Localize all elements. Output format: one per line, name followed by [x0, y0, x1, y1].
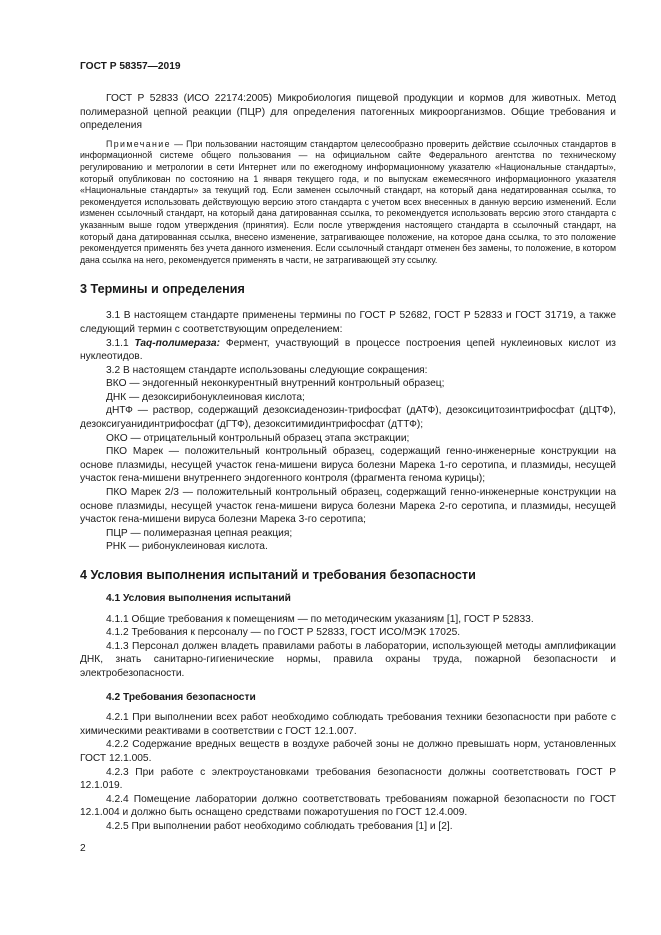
clause-4-2-5: 4.2.5 При выполнении работ необходимо соблюдать требования [1] и [2].	[106, 820, 453, 832]
clause-4-2-4: 4.2.4 Помещение лаборатории должно соответствовать требованиям пожарной безопасности по ГОСТ 12.1.004 и должно быть оснащено средствами пожаротушения по ГОСТ 12.4.009.	[80, 793, 616, 819]
term-number: 3.1.1	[106, 337, 135, 349]
abbreviation-item: ПКО Марек — положительный контрольный образец, содержащий генно-инженерные конструкции на основе плазмиды, несущей участок гена-мишени вируса болезни Марека 1-го серотипа, и плазмиды, несущей участок гена-мишени внутреннего эндогенного контроля (фрагмента генома курицы);	[80, 446, 616, 485]
page-content	[80, 92, 616, 834]
clause-4-2-3: 4.2.3 При работе с электроустановками требования безопасности должны соответствовать ГОСТ Р 12.1.019.	[80, 766, 616, 792]
document-header: ГОСТ Р 58357—2019	[80, 61, 181, 72]
subsection-4-1-title: 4.1 Условия выполнения испытаний	[106, 593, 291, 604]
page-number: 2	[80, 843, 86, 854]
note-paragraph	[80, 139, 616, 267]
clause-4-2-2: 4.2.2 Содержание вредных веществ в воздухе рабочей зоны не должно превышать норм, установленных ГОСТ 12.1.005.	[80, 739, 616, 764]
clause-4-1-1: 4.1.1 Общие требования к помещениям — по методическим указаниям [1], ГОСТ Р 52833.	[106, 613, 534, 625]
reference-entry: ГОСТ Р 52833 (ИСО 22174:2005) Микробиология пищевой продукции и кормов для животных. Метод полимеразной цепной реакции (ПЦР) для определения патогенных микроорганизмов. Общие требования и определения	[80, 93, 616, 132]
clause-4-1-3: 4.1.3 Персонал должен владеть правилами работы в лаборатории, использующей методы амплификации ДНК, знать санитарно-гигиенические нормы, правила охраны труда, пожарной безопасности и электробезопасности.	[80, 640, 616, 679]
term-name: Taq-полимераза:	[134, 337, 220, 349]
abbreviation-item: ДНК — дезоксирибонуклеиновая кислота;	[106, 391, 305, 403]
abbreviation-item: РНК — рибонуклеиновая кислота.	[106, 541, 268, 553]
abbreviation-item: ВКО — эндогенный неконкурентный внутренний контрольный образец;	[106, 378, 445, 390]
note-text: — При пользовании настоящим стандартом целесообразно проверить действие ссылочных стандартов в информационной системе общего пользования — на официальном сайте Федерального агентства по техническому регулированию и метрологии в сети Интернет или по ежегодному информационному указателю «Национальные стандарты», который опубликован по состоянию на 1 января текущего года, и по выпускам ежемесячного информационного указателя «Национальные стандарты» за текущий год. Если заменен ссылочный стандарт, на который дана недатированная ссылка, то рекомендуется использовать действующую версию этого стандарта с учетом всех внесенных в данную версию изменений. Если изменен ссылочный стандарт, на который дана датированная ссылка, то рекомендуется использовать версию этого стандарта с указанным выше годом утверждения (принятия). Если после утверждения настоящего стандарта в ссылочный стандарт, на который дана датированная ссылка, внесено изменение, затрагивающее положение, на которое дана ссылка, то это положение рекомендуется применять без учета данного изменения. Если ссылочный стандарт отменен без замены, то положение, в котором дана ссылка на него, рекомендуется применять в части, не затрагивающей эту ссылку.	[80, 138, 616, 265]
abbreviation-item: дНТФ — раствор, содержащий дезоксиаденозин-трифосфат (дАТФ), дезоксицитозинтрифосфат (дЦТФ), дезоксигуанидинтрифосфат (дГТФ), дезокситимидинтрифосфат (дТТФ);	[80, 405, 616, 431]
note-label: Примечание	[106, 138, 171, 149]
subsection-4-2-title: 4.2 Требования безопасности	[106, 691, 256, 703]
section-3-title: 3 Термины и определения	[80, 282, 245, 297]
section-4-title: 4 Условия выполнения испытаний и требования безопасности	[80, 568, 476, 582]
section-3-1: 3.1 В настоящем стандарте применены термины по ГОСТ Р 52682, ГОСТ Р 52833 и ГОСТ 31719, а также следующий термин с соответствующим определением:	[80, 310, 616, 335]
term-text: Фермент, участвующий в процессе построения цепей нуклеиновых кислот из нуклеотидов.	[80, 337, 616, 363]
clause-4-2-1: 4.2.1 При выполнении всех работ необходимо соблюдать требования техники безопасности при работе с химическими реактивами в соответствии с ГОСТ 12.1.007.	[80, 712, 616, 737]
section-3-2: 3.2 В настоящем стандарте использованы следующие сокращения:	[106, 364, 428, 376]
abbreviation-item: ПЦР — полимеразная цепная реакция;	[106, 527, 293, 539]
clause-4-1-2: 4.1.2 Требования к персоналу — по ГОСТ Р 52833, ГОСТ ИСО/МЭК 17025.	[106, 627, 461, 639]
abbreviation-item: ПКО Марек 2/3 — положительный контрольный образец, содержащий генно-инженерные конструкции на основе плазмиды, несущей участок гена-мишени вируса болезни Марека 2-го серотипа, и плазмиды, несущей участок гена-мишени вируса болезни Марека 3-го серотипа;	[80, 487, 616, 526]
abbreviation-item: ОКО — отрицательный контрольный образец этапа экстракции;	[106, 432, 410, 444]
term-definition	[80, 337, 616, 364]
